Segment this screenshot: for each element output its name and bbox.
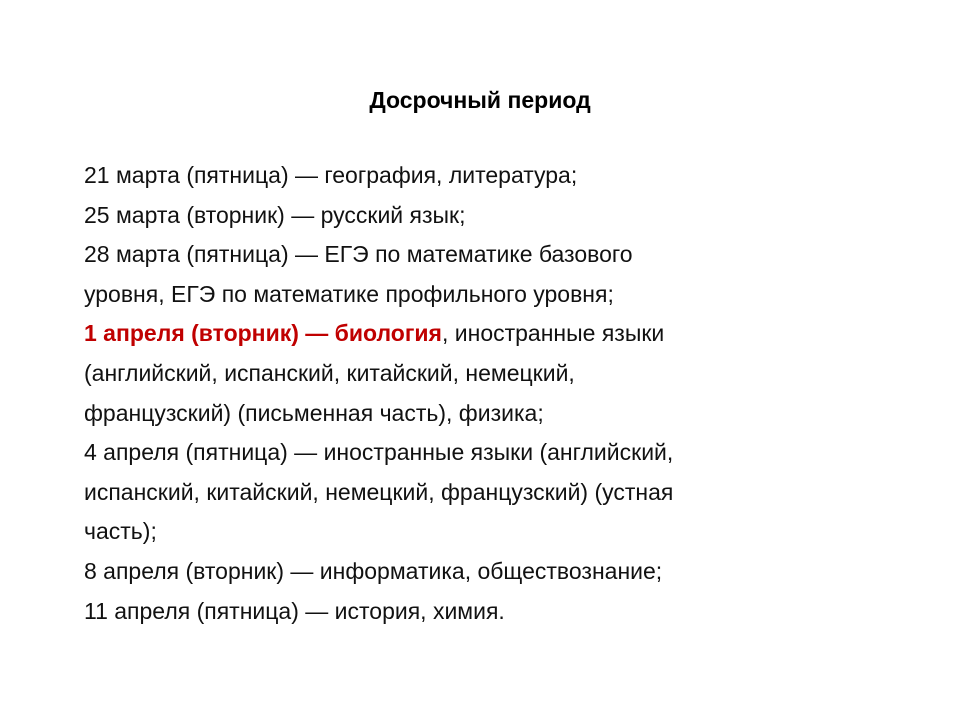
schedule-line: (английский, испанский, китайский, немецкий,	[84, 359, 575, 386]
schedule-line: 28 марта (пятница) — ЕГЭ по математике базового	[84, 241, 633, 268]
schedule-line: 8 апреля (вторник) — информатика, обществознание;	[84, 557, 663, 584]
schedule-line: французский) (письменная часть), физика;	[84, 399, 544, 426]
schedule-line-rest: , иностранные языки	[441, 320, 665, 347]
schedule-line: 25 марта (вторник) — русский язык;	[84, 201, 466, 228]
schedule-line: 4 апреля (пятница) — иностранные языки (английский,	[84, 439, 674, 466]
schedule-line: испанский, китайский, немецкий, французский) (устная	[84, 478, 674, 505]
schedule-line: 11 апреля (пятница) — история, химия.	[84, 597, 505, 624]
schedule-line: часть);	[84, 518, 157, 545]
schedule-text	[84, 156, 874, 631]
schedule-line-highlighted	[84, 314, 874, 354]
schedule-line: уровня, ЕГЭ по математике профильного уровня;	[84, 280, 614, 307]
schedule-line: 21 марта (пятница) — география, литература;	[84, 162, 578, 188]
highlighted-exam-date: 1 апреля (вторник) — биология	[84, 320, 442, 347]
slide-title: Досрочный период	[369, 87, 591, 113]
